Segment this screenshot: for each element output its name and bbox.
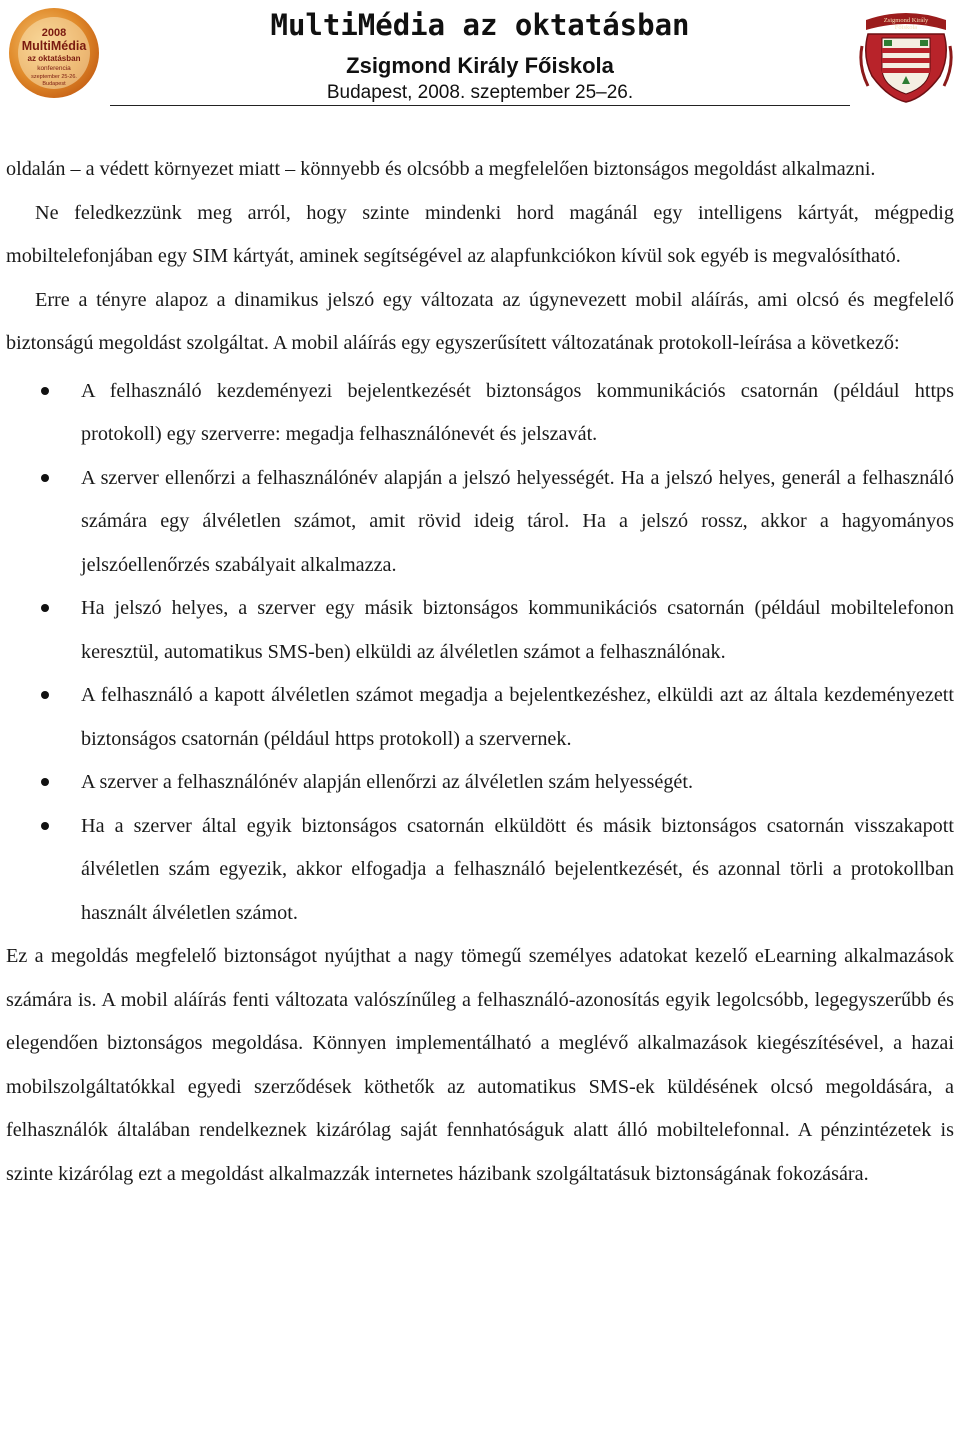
location-date: Budapest, 2008. szeptember 25–26. — [326, 82, 634, 103]
list-item-text: Ha jelszó helyes, a szerver egy másik biztonságos kommunikációs csatornán (például mobiltelefonon keresztül, automatikus SMS-ben) elküldi az álvéletlen számot a felhasználónak. — [81, 597, 954, 663]
crest-name-bottom: Főiskola — [894, 24, 918, 31]
logo-year: 2008 — [41, 27, 67, 39]
bullet-icon — [41, 822, 49, 830]
paragraph-sim-card: Ne feledkezzünk meg arról, hogy szinte mindenki hord magánál egy intelligens kártyát, mégpedig mobiltelefonjában egy SIM kártyát, aminek segítségével az alapfunkciókon kívül sok egyéb is megvalósítható. — [6, 201, 954, 267]
list-item — [6, 674, 954, 761]
institution-name: Zsigmond Király Főiskola — [346, 53, 614, 78]
list-item-text: Ha a szerver által egyik biztonságos csatornán elküldött és másik biztonságos csatornán visszakapott álvéletlen szám egyezik, akkor elfogadja a felhasználó bejelentkezését, és azonnal törli a protokollban használt álvéletlen számot. — [81, 814, 954, 924]
protocol-steps-list — [6, 370, 954, 936]
logo-name: MultiMédia — [21, 39, 87, 53]
bullet-icon — [41, 604, 49, 612]
paragraph-conclusion: Ez a megoldás megfelelő biztonságot nyújthat a nagy tömegű személyes adatokat kezelő eLearning alkalmazások számára is. A mobil aláírás fenti változata valószínűleg a felhasználó-azonosítás egyik legolcsóbb, legegyszerűbb és elegendően biztonságos megoldása. Könnyen implementálható a meglévő alkalmazások kiegészítésével, a hazai mobilszolgáltatókkal egyedi szerződések köthetők az automatikus SMS-ek küldésének olcsó megoldására, a felhasználók általában rendelkeznek kizárólag saját fennhatóságuk alatt álló mobiltelefonnal. A pénzintézetek is szinte kizárólag ezt a megoldást alkalmazzák internetes házibank szolgáltatásuk biztonságának fokozására. — [6, 945, 954, 1185]
logo-event: konferencia — [37, 65, 71, 72]
list-item — [6, 805, 954, 936]
conference-title: MultiMédia az oktatásban — [270, 8, 690, 42]
coat-of-arms-crest-icon — [858, 6, 954, 106]
logo-dates: szeptember 25-26. — [31, 74, 77, 80]
list-item-text: A szerver a felhasználónév alapján ellenőrzi az álvéletlen szám helyességét. — [81, 771, 694, 793]
paragraph-mobile-signature: Erre a tényre alapoz a dinamikus jelszó egy változata az úgynevezett mobil aláírás, ami olcsó és megfelelő biztonságú megoldást szolgáltat. A mobil aláírás egy egyszerűsített változatának protokoll-leírása a következő: — [6, 288, 954, 354]
bullet-icon — [41, 387, 49, 395]
list-item-text: A felhasználó kezdeményezi bejelentkezését biztonságos kommunikációs csatornán (például https protokoll) egy szerverre: megadja felhasználónevét és jelszavát. — [81, 379, 954, 445]
list-item — [6, 761, 954, 805]
paragraph-continued: oldalán – a védett környezet miatt – könnyebb és olcsóbb a megfelelően biztonságos megoldást alkalmazni. — [6, 158, 876, 180]
list-item — [6, 587, 954, 674]
bullet-icon — [41, 778, 49, 786]
logo-city: Budapest — [42, 81, 66, 87]
list-item-text: A felhasználó a kapott álvéletlen számot megadja a bejelentkezéshez, elküldi azt az általa kezdeményezett biztonságos csatornán (például https protokoll) a szervernek. — [81, 684, 954, 750]
list-item-text: A szerver ellenőrzi a felhasználónév alapján a jelszó helyességét. Ha a jelszó helyes, generál a felhasználó számára egy álvéletlen számot, amit rövid ideig tárol. Ha a jelszó rossz, akkor a hagyományos jelszóellenőrzés szabályait alkalmazza. — [81, 466, 954, 576]
list-item — [6, 457, 954, 588]
logo-sub: az oktatásban — [27, 54, 81, 63]
document-body — [6, 148, 954, 1196]
list-item — [6, 370, 954, 457]
bullet-icon — [41, 474, 49, 482]
header-divider — [110, 105, 850, 106]
bullet-icon — [41, 691, 49, 699]
page-header — [0, 0, 960, 112]
crest-name-top: Zsigmond Király — [883, 17, 929, 24]
